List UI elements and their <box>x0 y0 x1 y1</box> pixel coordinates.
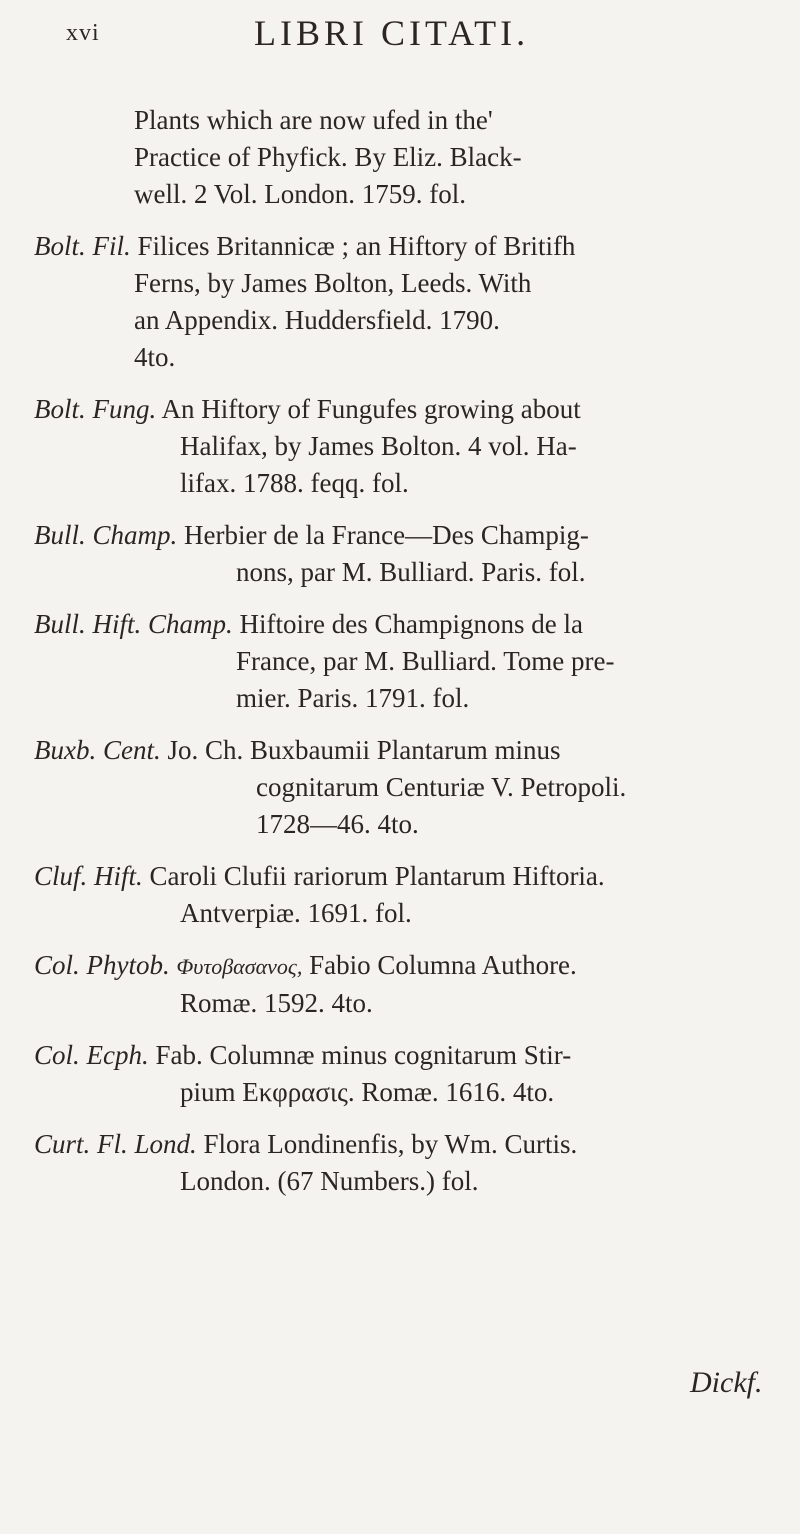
catchword: Dickf. <box>690 1366 763 1399</box>
page-number: xvi <box>66 20 100 46</box>
entry-line: Halifax, by James Bolton. 4 vol. Ha- <box>180 431 577 461</box>
entry-line: France, par M. Bulliard. Tome pre- <box>236 646 615 676</box>
entry-line: Filices Britannicæ ; an Hiftory of Britifh <box>137 231 576 261</box>
citation-entry <box>34 517 734 591</box>
running-head: LIBRI CITATI. <box>254 13 530 53</box>
citation-entry <box>34 947 734 1022</box>
citation-abbreviation: Cluf. Hift. <box>34 861 143 891</box>
citation-entry <box>34 606 734 717</box>
citation-entry <box>34 1126 734 1200</box>
entry-line: nons, par M. Bulliard. Paris. fol. <box>236 557 586 587</box>
citation-abbreviation: Bolt. Fung. <box>34 394 157 424</box>
citation-abbreviation: Curt. Fl. Lond. <box>34 1129 197 1159</box>
entry-line: Fab. Columnæ minus cognitarum Stir- <box>155 1040 572 1070</box>
citation-abbreviation: Bolt. Fil. <box>34 231 131 261</box>
citation-abbreviation: Buxb. Cent. <box>34 735 161 765</box>
entry-line: Romæ. 1592. 4to. <box>180 988 373 1018</box>
entry-line: Herbier de la France—Des Champig- <box>184 520 589 550</box>
citation-entry <box>34 858 734 932</box>
citation-abbreviation: Bull. Hift. Champ. <box>34 609 233 639</box>
entry-line: 4to. <box>134 342 176 372</box>
entry-line: 1728—46. 4to. <box>256 809 419 839</box>
entry-line: Caroli Clufii rariorum Plantarum Hiftoria. <box>149 861 605 891</box>
entry-line: Ferns, by James Bolton, Leeds. With <box>134 268 532 298</box>
citation-entry <box>34 732 734 843</box>
entry-line: pium Εκφρασις. Romæ. 1616. 4to. <box>180 1077 555 1107</box>
citation-entry <box>134 102 734 213</box>
entry-line: Hiftoire des Champignons de la <box>239 609 583 639</box>
citation-abbreviation: Bull. Champ. <box>34 520 178 550</box>
citation-entry <box>34 228 734 376</box>
entry-line: an Appendix. Huddersfield. 1790. <box>134 305 500 335</box>
entry-line: cognitarum Centuriæ V. Petropoli. <box>256 772 627 802</box>
entry-line: well. 2 Vol. London. 1759. fol. <box>134 179 467 209</box>
entry-line: lifax. 1788. feqq. fol. <box>180 468 409 498</box>
entry-line: London. (67 Numbers.) fol. <box>180 1166 479 1196</box>
citation-entry <box>34 1037 734 1111</box>
page-header <box>66 12 666 62</box>
greek-title: Φυτοβασανος, <box>176 954 303 979</box>
entry-line: Flora Londinenfis, by Wm. Curtis. <box>203 1129 578 1159</box>
citation-abbreviation: Col. Ecph. <box>34 1040 149 1070</box>
entry-line: Jo. Ch. Buxbaumii Plantarum minus <box>167 735 561 765</box>
entry-line: An Hiftory of Fungufes growing about <box>161 394 581 424</box>
citation-entry <box>34 391 734 502</box>
entry-line: Practice of Phyfick. By Eliz. Black- <box>134 142 522 172</box>
entry-line: mier. Paris. 1791. fol. <box>236 683 470 713</box>
entry-line: Antverpiæ. 1691. fol. <box>180 898 412 928</box>
citation-abbreviation: Col. Phytob. <box>34 950 170 980</box>
entry-line: Plants which are now ufed in the' <box>134 105 493 135</box>
citation-list <box>34 102 734 1215</box>
entry-line: Fabio Columna Authore. <box>309 950 577 980</box>
